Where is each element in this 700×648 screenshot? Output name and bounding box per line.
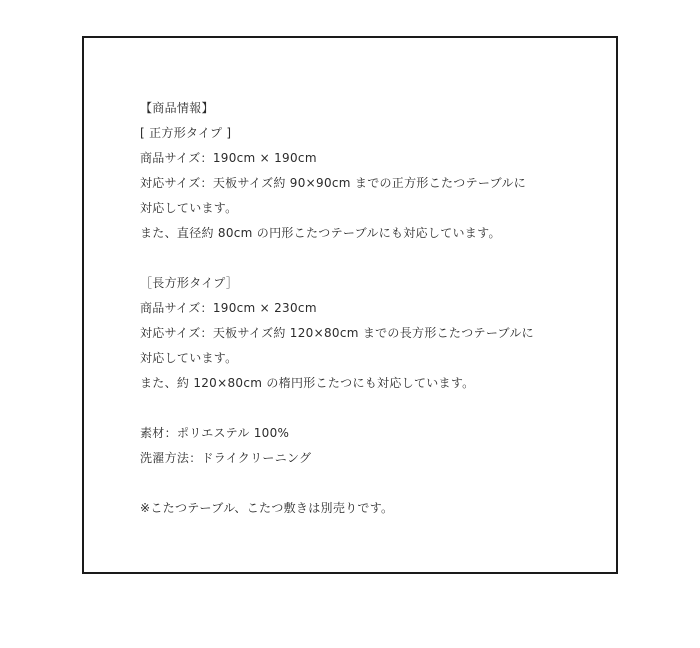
section-spacer (140, 396, 596, 421)
rectangle-oval-table-note: また、約 120×80cm の楕円形こたつにも対応しています。 (140, 376, 475, 390)
material-info: 素材：ポリエステル 100% (140, 426, 290, 440)
sold-separately-note: ※こたつテーブル、こたつ敷きは別売りです。 (140, 501, 394, 515)
washing-method-info: 洗濯方法：ドライクリーニング (140, 451, 312, 465)
square-product-size: 商品サイズ：190cm × 190cm (140, 151, 317, 165)
rectangle-compatible-size-line-1: 対応サイズ：天板サイズ約 120×80cm までの長方形こたつテーブルに (140, 326, 534, 340)
product-info-content (140, 96, 596, 521)
square-compatible-size-line-2: 対応しています。 (140, 201, 238, 215)
rectangle-compatible-size-line-2: 対応しています。 (140, 351, 238, 365)
rectangle-product-size: 商品サイズ：190cm × 230cm (140, 301, 317, 315)
section-spacer (140, 246, 596, 271)
rectangle-type-label: ［長方形タイプ］ (140, 276, 239, 290)
product-info-heading: 【商品情報】 (140, 101, 214, 115)
square-round-table-note: また、直径約 80cm の円形こたつテーブルにも対応しています。 (140, 226, 501, 240)
square-type-label: [ 正方形タイプ ] (140, 126, 232, 140)
section-spacer (140, 471, 596, 496)
product-info-frame (82, 36, 618, 574)
square-compatible-size-line-1: 対応サイズ：天板サイズ約 90×90cm までの正方形こたつテーブルに (140, 176, 527, 190)
